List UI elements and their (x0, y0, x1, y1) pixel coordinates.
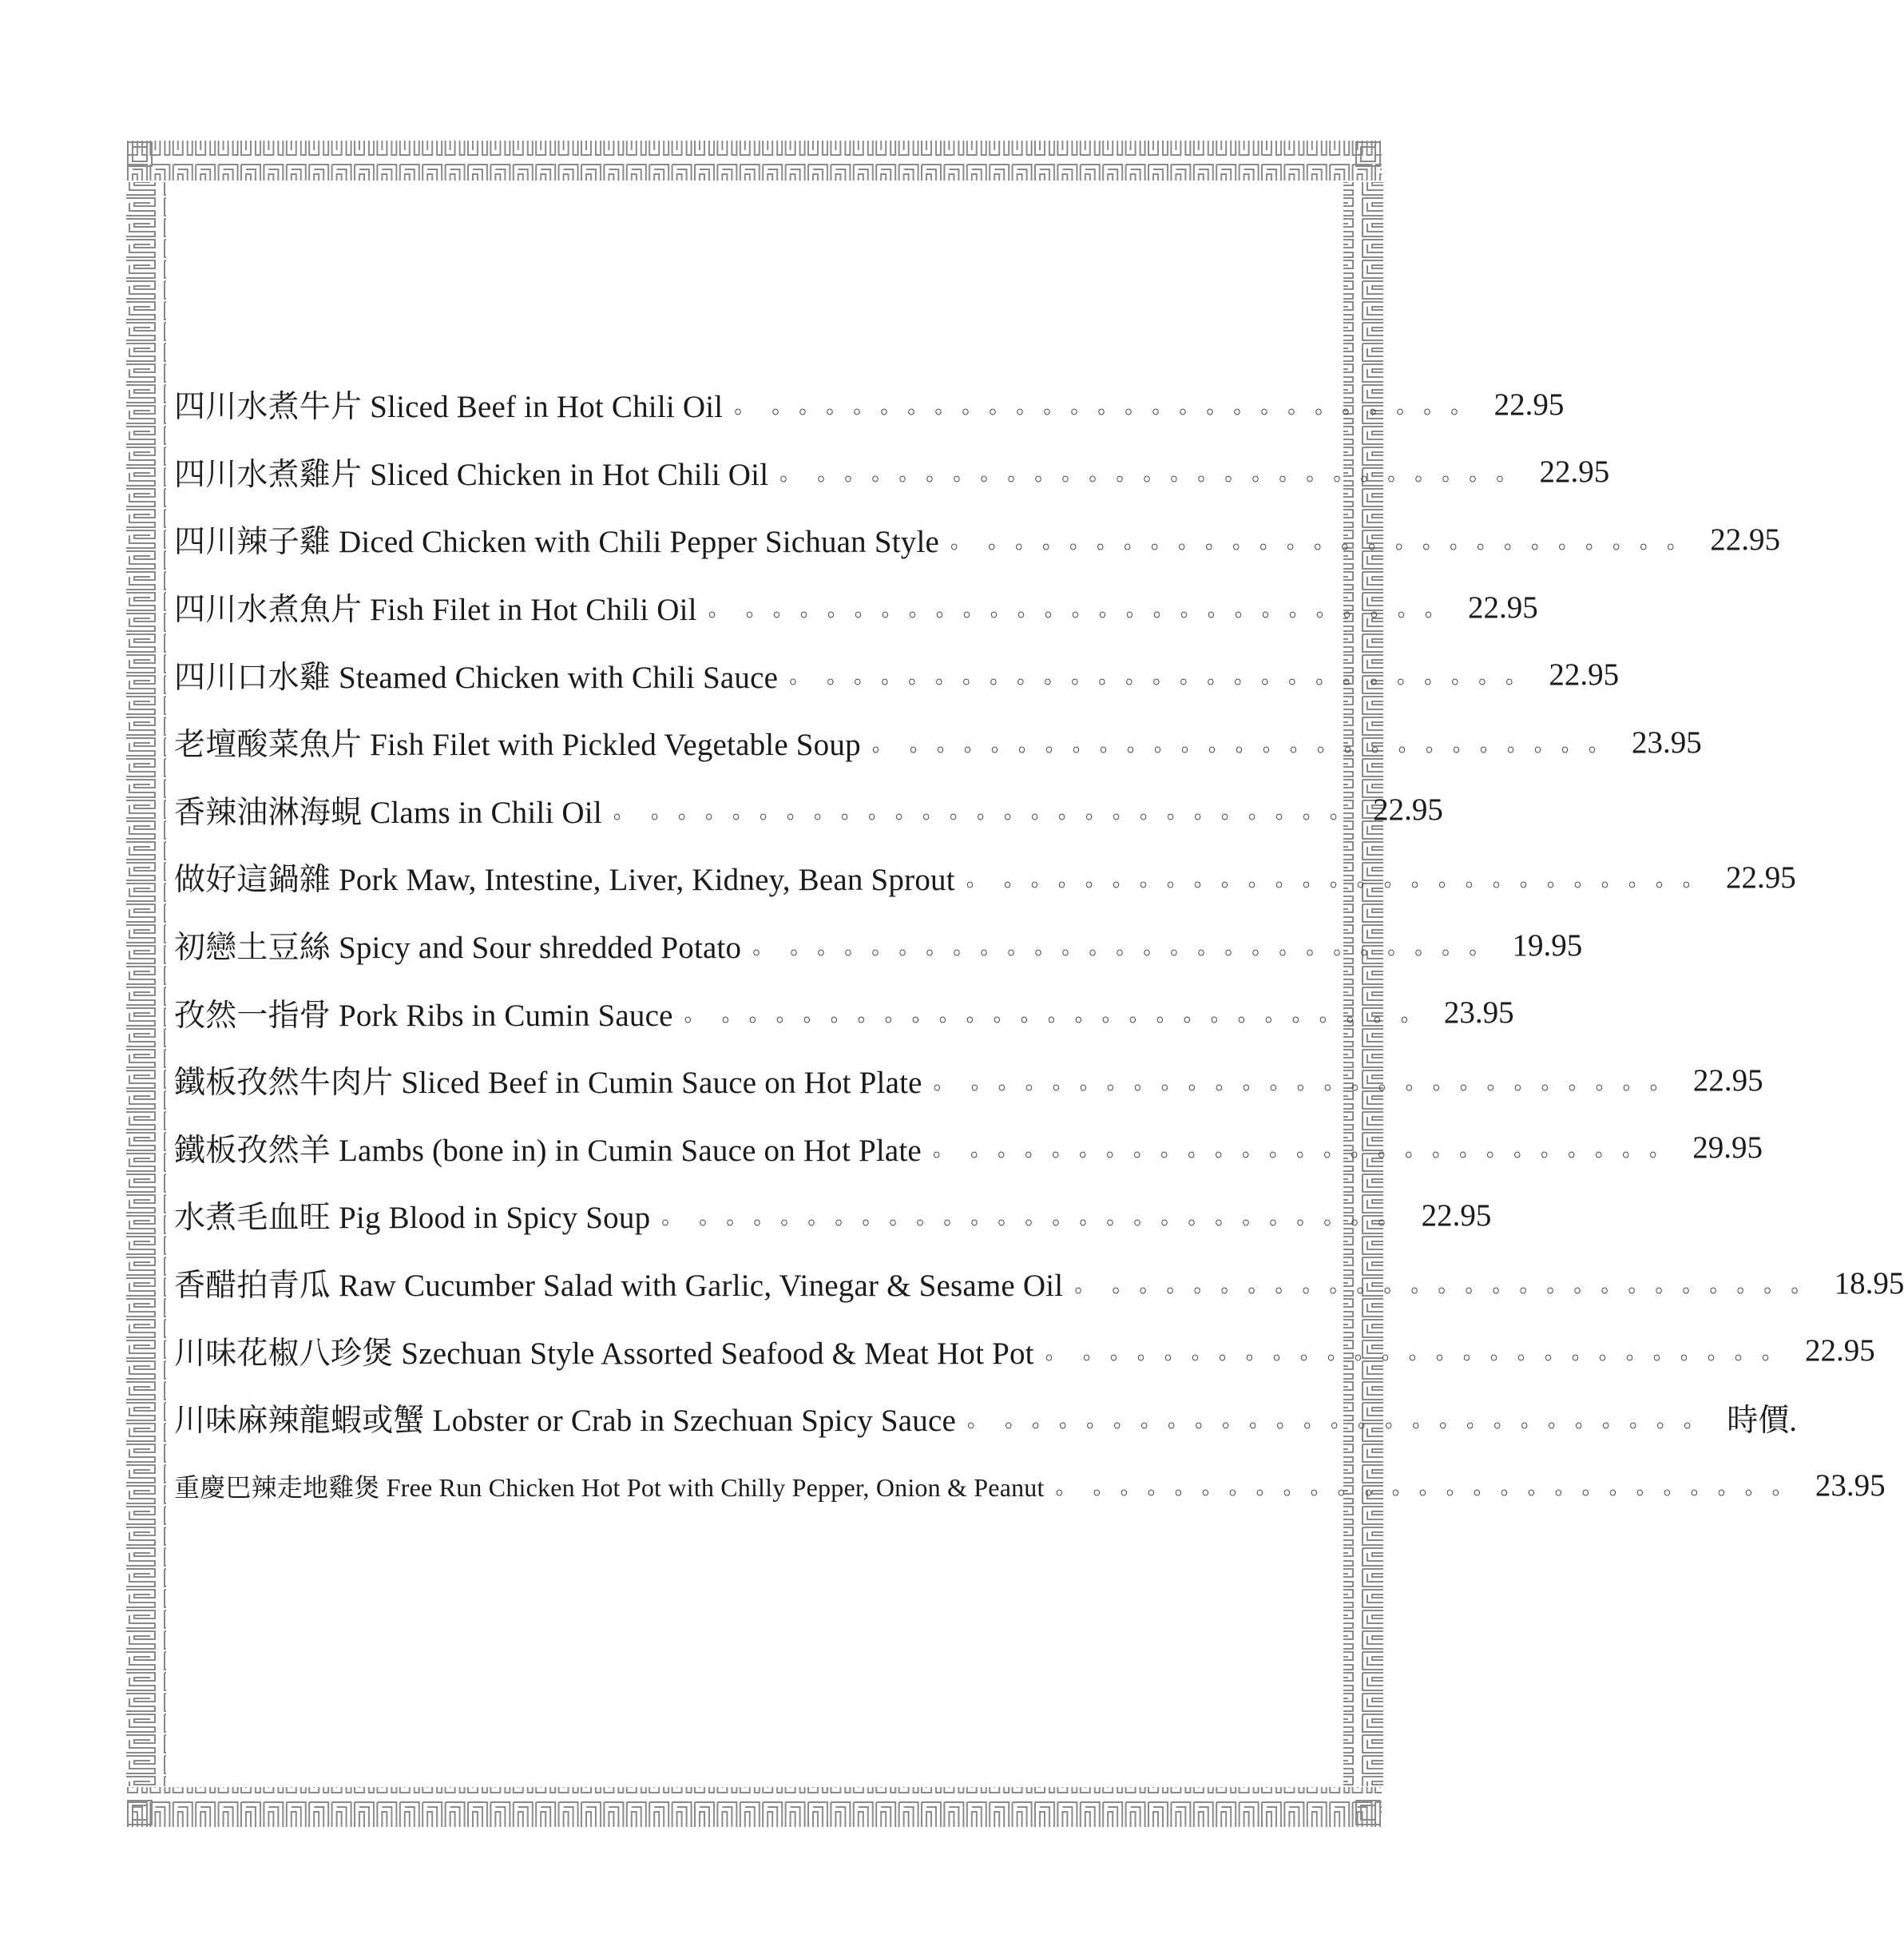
dish-name: 重慶巴辣走地雞煲 Free Run Chicken Hot Pot with Chilly Pepper, Onion & Peanut (174, 1472, 1045, 1502)
dish-price: 22.95 (1467, 590, 1538, 625)
dish-name: 四川水煮雞片 Sliced Chicken in Hot Chili Oil (174, 457, 769, 492)
dish-price: 29.95 (1692, 1130, 1763, 1166)
dish-price: 22.95 (1549, 657, 1620, 693)
dish-price: 22.95 (1493, 387, 1565, 422)
menu-item (174, 574, 1538, 641)
dish-price: 22.95 (1710, 522, 1781, 557)
dish-name: 鐵板孜然羊 Lambs (bone in) in Cumin Sauce on Hot Plate (174, 1133, 922, 1168)
dish-name: 四川水煮魚片 Fish Filet in Hot Chili Oil (174, 593, 697, 628)
dish-price: 18.95 (1834, 1265, 1904, 1301)
menu-item (174, 1452, 1886, 1520)
menu-item (174, 1114, 1763, 1182)
dish-name: 四川口水雞 Steamed Chicken with Chili Sauce (174, 660, 779, 695)
menu-item (174, 1384, 1798, 1452)
dish-price: 23.95 (1815, 1468, 1886, 1503)
dish-price: 22.95 (1804, 1333, 1875, 1368)
menu-item (174, 979, 1514, 1046)
dish-price: 23.95 (1632, 725, 1702, 760)
menu-item (174, 844, 1796, 911)
menu-item (174, 641, 1620, 709)
menu-item (174, 506, 1781, 574)
menu-item (174, 709, 1702, 776)
dot-leader: 。。。。。。。。。。。。。。。。。。。。。。。。。。。 (966, 867, 1710, 891)
menu-item (174, 1249, 1904, 1317)
dish-name: 孜然一指骨 Pork Ribs in Cumin Sauce (174, 998, 673, 1033)
dish-name: 初戀土豆絲 Spicy and Sour shredded Potato (174, 931, 742, 966)
menu-item (174, 1317, 1875, 1384)
dish-price: 23.95 (1443, 995, 1514, 1031)
menu-item (174, 1182, 1492, 1249)
dish-name: 水煮毛血旺 Pig Blood in Spicy Soup (174, 1201, 651, 1236)
menu-item (174, 371, 1565, 439)
dot-leader: 。。。。。。。。。。。。。。。。。。。。。。。。。。。 (752, 935, 1497, 959)
menu-item (174, 776, 1443, 844)
dot-leader: 。。。。。。。。。。。。。。。。。。。。。。。。。。。 (967, 1408, 1712, 1432)
dot-leader: 。。。。。。。。。。。。。。。。。。。。。。。。。。。 (684, 1003, 1428, 1027)
dish-price: 22.95 (1726, 860, 1796, 895)
dish-name: 香醋拍青瓜 Raw Cucumber Salad with Garlic, Vinegar & Sesame Oil (174, 1269, 1064, 1304)
dish-price: 19.95 (1512, 927, 1583, 963)
dish-name: 四川水煮牛片 Sliced Beef in Hot Chili Oil (174, 390, 724, 425)
dot-leader: 。。。。。。。。。。。。。。。。。。。。。。。。。。。 (1055, 1475, 1799, 1499)
menu-item (174, 911, 1583, 979)
dot-leader: 。。。。。。。。。。。。。。。。。。。。。。。。。。。 (708, 597, 1452, 621)
dish-name: 香辣油淋海蜆 Clams in Chili Oil (174, 795, 602, 830)
menu-item (174, 439, 1610, 506)
dot-leader: 。。。。。。。。。。。。。。。。。。。。。。。。。。。 (1045, 1340, 1789, 1364)
dish-price: 22.95 (1373, 792, 1443, 828)
dish-price: 22.95 (1692, 1062, 1763, 1098)
dish-name: 老壇酸菜魚片 Fish Filet with Pickled Vegetable Soup (174, 728, 861, 763)
menu-item (174, 1046, 1763, 1114)
dot-leader: 。。。。。。。。。。。。。。。。。。。。。。。。。。。 (933, 1070, 1677, 1094)
dish-name: 川味花椒八珍煲 Szechuan Style Assorted Seafood & Meat Hot Pot (174, 1336, 1034, 1371)
dish-price: 時價. (1727, 1404, 1798, 1439)
dot-leader: 。。。。。。。。。。。。。。。。。。。。。。。。。。。 (932, 1138, 1676, 1162)
dish-name: 做好這鍋雜 Pork Maw, Intestine, Liver, Kidney, Bean Sprout (174, 863, 955, 898)
dish-name: 四川辣子雞 Diced Chicken with Chili Pepper Sichuan Style (174, 525, 940, 560)
dish-price: 22.95 (1421, 1197, 1492, 1233)
dot-leader: 。。。。。。。。。。。。。。。。。。。。。。。。。。。 (1074, 1273, 1819, 1297)
dish-price: 22.95 (1539, 455, 1610, 490)
dot-leader: 。。。。。。。。。。。。。。。。。。。。。。。。。。。 (779, 462, 1524, 486)
dot-leader: 。。。。。。。。。。。。。。。。。。。。。。。。。。。 (950, 529, 1695, 553)
dot-leader: 。。。。。。。。。。。。。。。。。。。。。。。。。。。 (734, 394, 1478, 418)
dot-leader: 。。。。。。。。。。。。。。。。。。。。。。。。。。。 (789, 665, 1533, 689)
dot-leader: 。。。。。。。。。。。。。。。。。。。。。。。。。。。 (871, 732, 1616, 756)
dish-name: 川味麻辣龍蝦或蟹 Lobster or Crab in Szechuan Spicy Sauce (174, 1404, 957, 1439)
dish-name: 鐵板孜然牛肉片 Sliced Beef in Cumin Sauce on Hot Plate (174, 1066, 922, 1101)
dot-leader: 。。。。。。。。。。。。。。。。。。。。。。。。。。。 (661, 1205, 1406, 1229)
menu-list (174, 371, 1904, 1519)
dot-leader: 。。。。。。。。。。。。。。。。。。。。。。。。。。。 (613, 800, 1357, 824)
